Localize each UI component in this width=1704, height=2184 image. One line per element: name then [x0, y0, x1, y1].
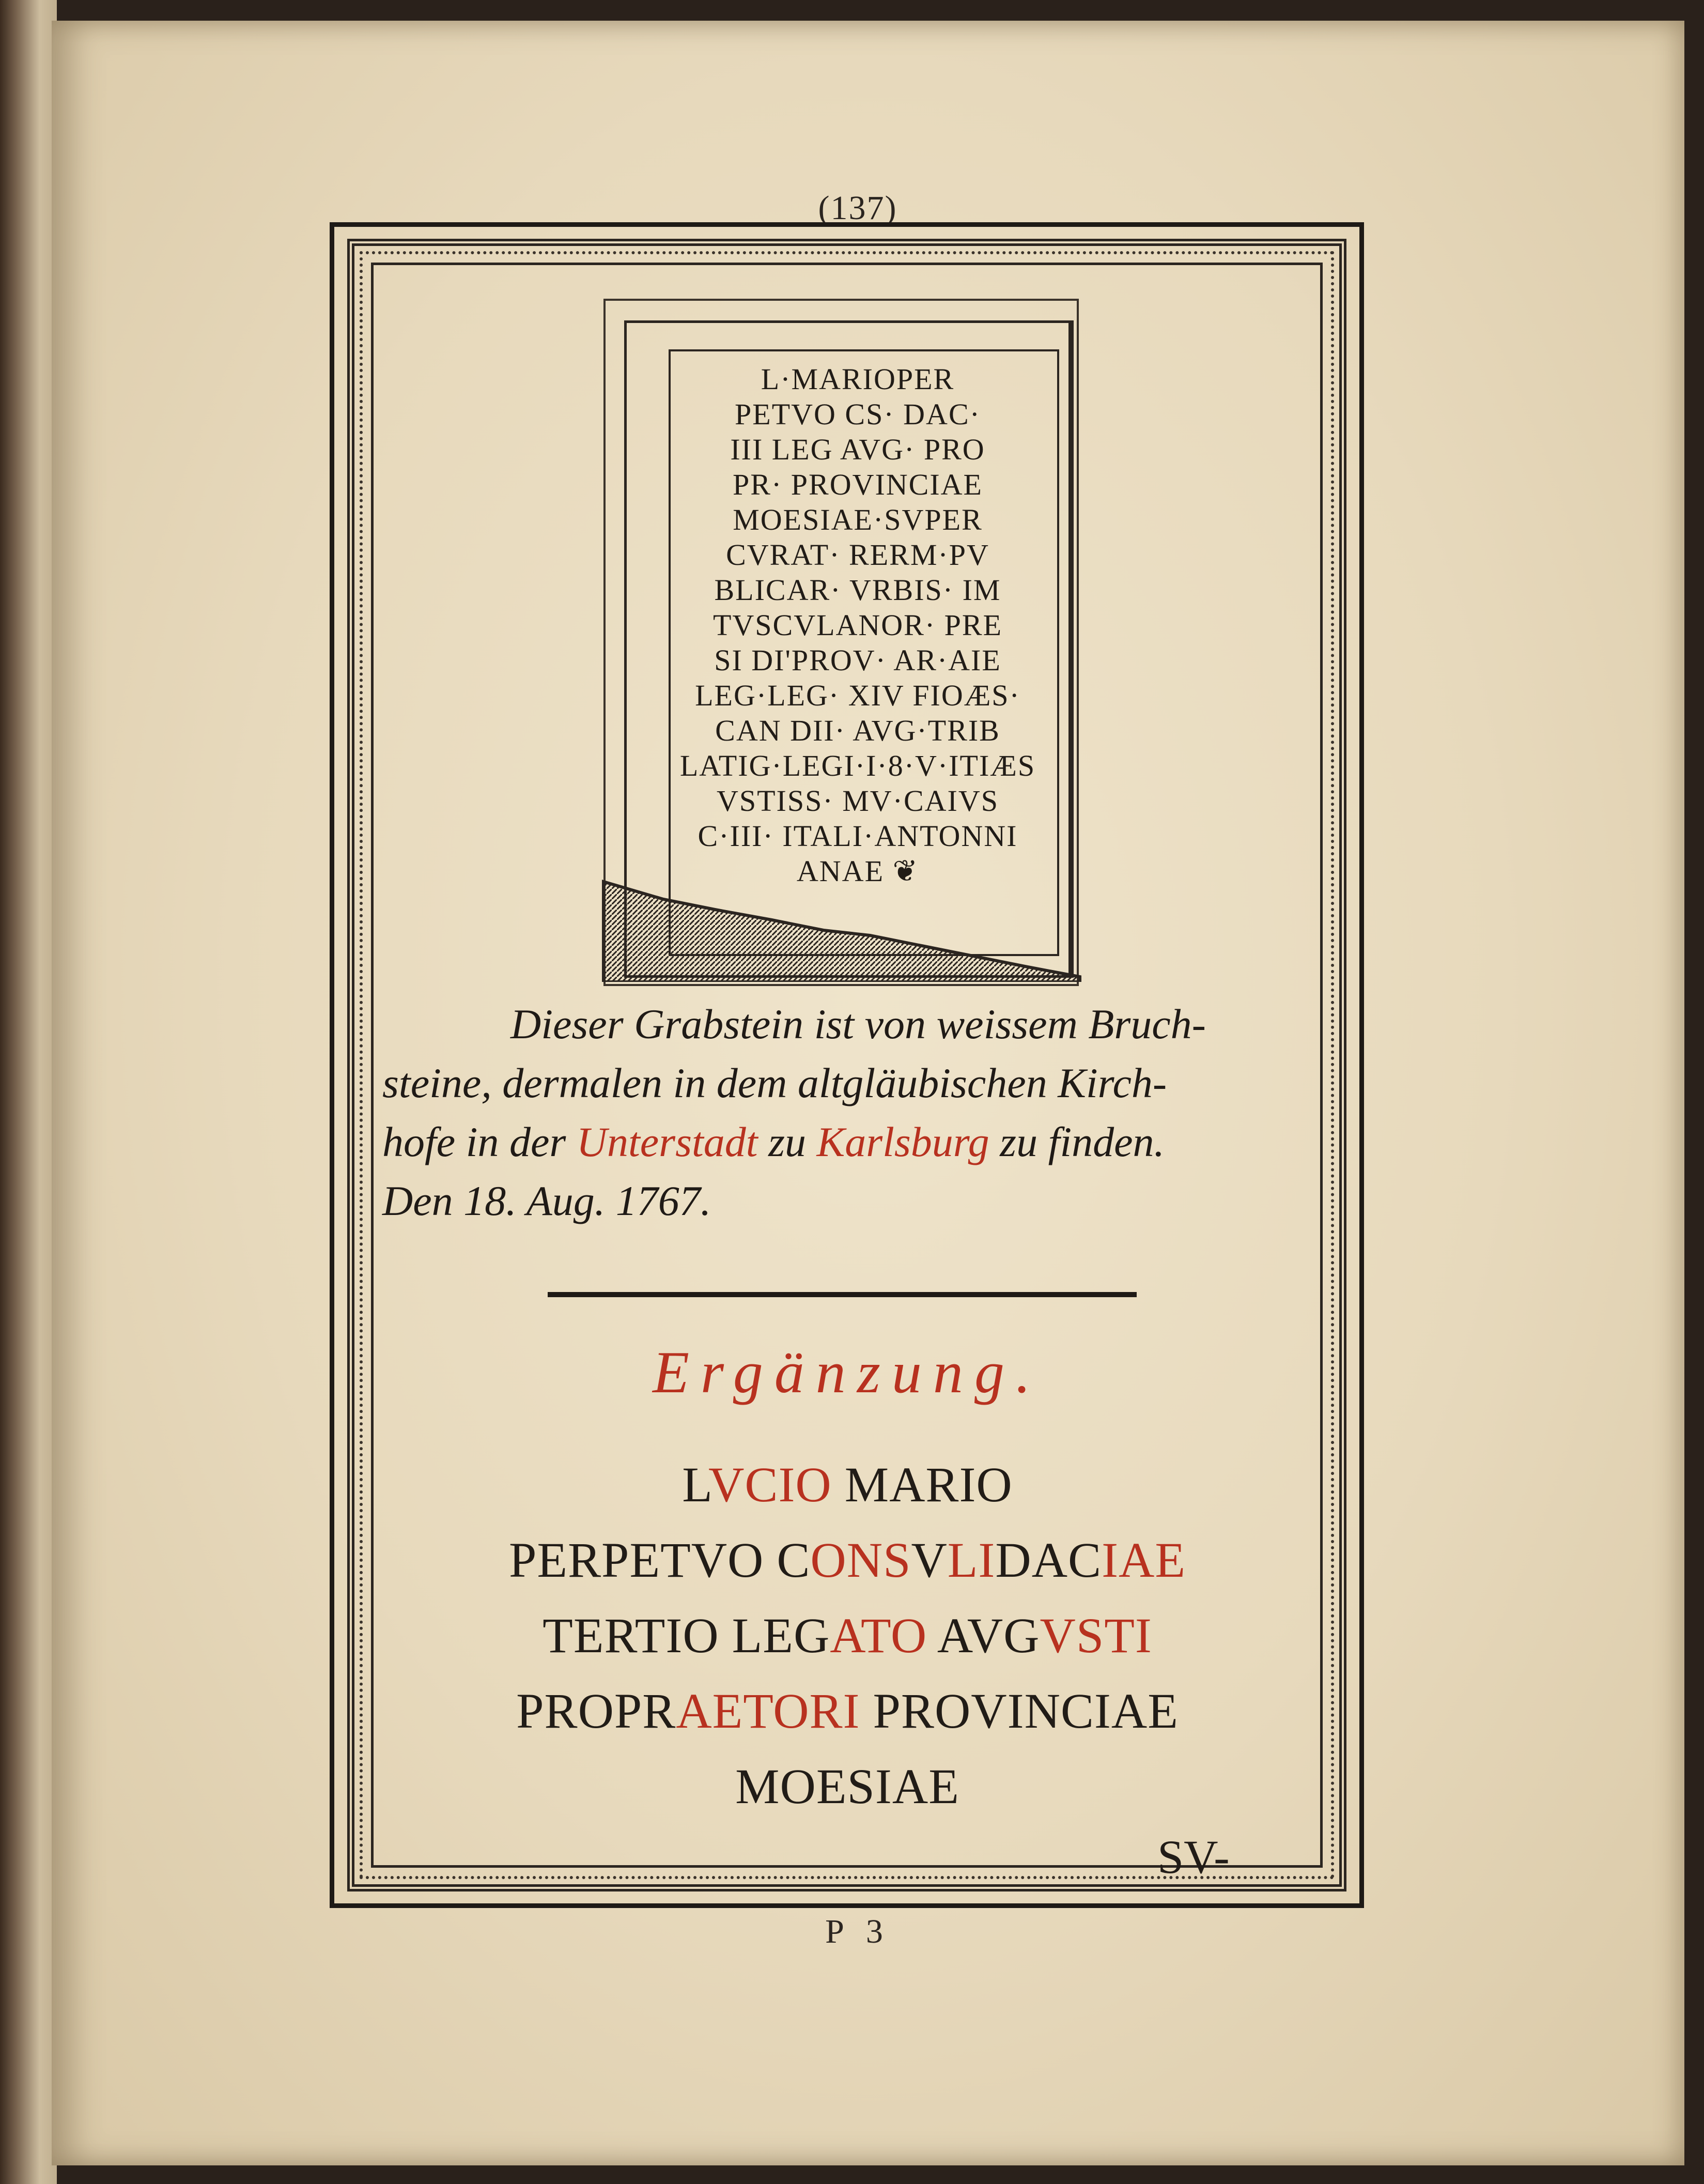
caption-line [382, 1113, 1323, 1172]
section-divider [548, 1292, 1137, 1297]
expansion-original-text: TERTIO LEG [543, 1608, 830, 1663]
expansion-original-text: PERPETVO C [508, 1532, 811, 1588]
expansion-original-text: MARIO [831, 1457, 1013, 1512]
caption-text: hofe in der [382, 1118, 577, 1165]
expansion-line [382, 1749, 1312, 1824]
tombstone-inscription [672, 362, 1044, 889]
expansion-supplied-text: IAE [1102, 1532, 1186, 1588]
inscription-line: C·III· ITALI·ANTONNI [698, 819, 1018, 853]
inscription-line: III LEG AVG· PRO [730, 433, 985, 466]
expansion-original-text: PROPR [516, 1683, 676, 1739]
catchword: SV- [1157, 1831, 1230, 1883]
caption-text: zu finden. [989, 1118, 1165, 1165]
inscription-line: BLICAR· VRBIS· IM [714, 573, 1001, 607]
page-number: (137) [818, 189, 897, 227]
expansion-supplied-text: AETORI [676, 1683, 860, 1739]
place-name-unterstadt: Unterstadt [576, 1118, 758, 1165]
caption-paragraph [382, 995, 1323, 1231]
inscription-line: TVSCVLANOR· PRE [712, 608, 1003, 642]
caption-line: steine, dermalen in dem altgläubischen Kirch- [382, 1059, 1167, 1106]
expansion-supplied-text: ATO [830, 1608, 927, 1663]
expansion-original-text: DAC [995, 1532, 1102, 1588]
expansion-original-text: L [682, 1457, 709, 1512]
inscription-line: LEG·LEG· XIV FIOÆS· [695, 679, 1020, 712]
signature-mark: P 3 [825, 1913, 890, 1950]
expansion-supplied-text: VCIO [708, 1457, 832, 1512]
expansion-original-text: AVG [927, 1608, 1040, 1663]
expansion-line [382, 1447, 1312, 1522]
inscription-expansion [382, 1447, 1312, 1824]
expansion-supplied-text: LI [947, 1532, 996, 1588]
expansion-line [382, 1522, 1312, 1598]
caption-text: zu [757, 1118, 817, 1165]
place-name-karlsburg: Karlsburg [816, 1118, 989, 1165]
inscription-line: VSTISS· MV·CAIVS [716, 784, 999, 818]
caption-line: Dieser Grabstein ist von weissem Bruch- [510, 1001, 1206, 1048]
inscription-line: LATIG·LEGI·I·8·V·ITIÆS [679, 749, 1036, 782]
broken-stone-base [601, 879, 1082, 982]
book-spine-shadow [0, 0, 57, 2184]
inscription-line: CVRAT· RERM·PV [726, 538, 989, 572]
inscription-line: PETVO CS· DAC· [735, 397, 981, 431]
expansion-supplied-text: VSTI [1040, 1608, 1152, 1663]
expansion-original-text: V [911, 1532, 948, 1588]
inscription-line: MOESIAE·SVPER [733, 503, 983, 536]
expansion-original-text: PROVINCIAE [860, 1683, 1179, 1739]
inscription-line: ANAE ❦ [796, 854, 919, 888]
inscription-line: PR· PROVINCIAE [733, 468, 983, 501]
expansion-original-text: MOESIAE [735, 1759, 959, 1814]
inscription-line: CAN DII· AVG·TRIB [715, 714, 1000, 747]
expansion-line [382, 1598, 1312, 1673]
inscription-line: L·MARIOPER [761, 362, 955, 396]
inscription-line: SI DI'PROV· AR·AIE [714, 643, 1001, 677]
expansion-line [382, 1673, 1312, 1749]
caption-date-line: Den 18. Aug. 1767. [382, 1177, 711, 1224]
section-heading: Ergänzung. [653, 1340, 1042, 1406]
expansion-supplied-text: ONS [810, 1532, 911, 1588]
